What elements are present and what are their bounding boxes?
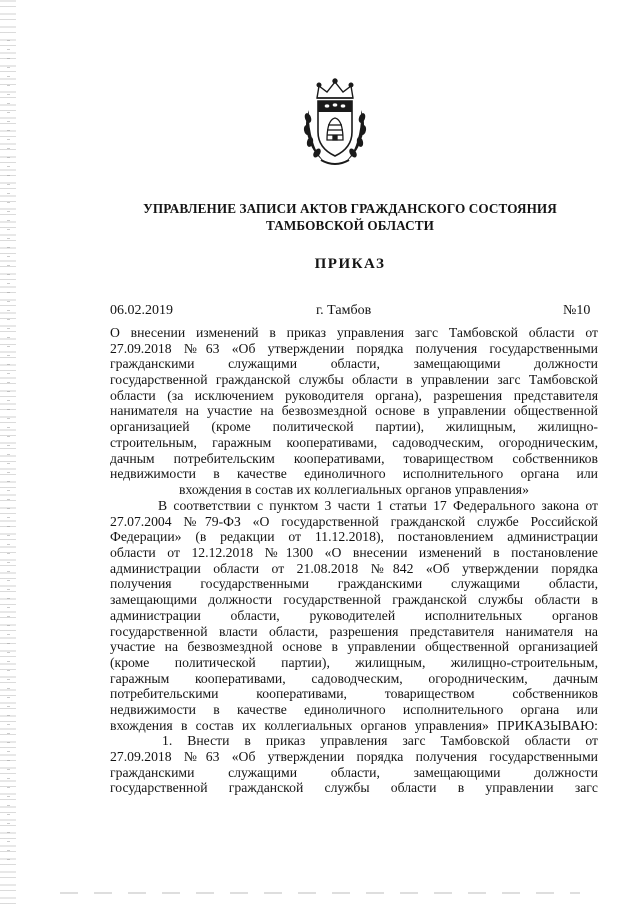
order-body <box>110 498 598 796</box>
scan-edge-artifact-dots <box>7 40 10 860</box>
body-line: участие на безвозмездной основе в управлении общественной организацией <box>110 639 598 655</box>
order-subject <box>110 325 598 498</box>
body-line: 1. Внести в приказ управления загс Тамбовской области от <box>162 733 598 749</box>
body-line: области от 12.12.2018 №1300 «О внесении изменений в постановление <box>110 545 598 561</box>
scan-bottom-artifact <box>60 892 580 894</box>
subject-line: недвижимости в качестве единоличного исполнительного органа или <box>110 466 598 482</box>
document-type-title: ПРИКАЗ <box>314 256 386 272</box>
document-date: 06.02.2019 <box>110 303 173 318</box>
subject-line: области (за исключением руководителя органа), разрешения представителя <box>110 387 598 403</box>
subject-line: дачным потребительским кооперативами, товариществом собственников <box>110 450 598 466</box>
organization-name-line1: УПРАВЛЕНИЕ ЗАПИСИ АКТОВ ГРАЖДАНСКОГО СОСТОЯНИЯ <box>143 201 557 216</box>
subject-line: О внесении изменений в приказ управления загс Тамбовской области от <box>110 325 598 340</box>
body-line: администрации области, руководителей исполнительных органов <box>110 607 598 623</box>
subject-line: гражданскими служащими области, замещающими должности <box>110 356 598 372</box>
body-line: получения государственными гражданскими служащими области, <box>110 576 598 592</box>
document-city: г. Тамбов <box>316 303 372 318</box>
body-line: 27.09.2018 №63 «Об утверждении порядка получения государственными <box>110 749 598 764</box>
body-line: администрации области от 21.08.2018 №842 «Об утверждении порядка <box>110 560 598 576</box>
subject-line: строительным, гаражным кооперативами, садоводческим, огородническим, <box>110 434 598 450</box>
subject-line: нанимателя на участие на безвозмездной основе в управлении общественной <box>110 403 598 419</box>
body-line: потребительскими кооперативами, товариществом собственников <box>110 686 598 702</box>
subject-line: организацией (кроме политической партии), жилищным, жилищно- <box>110 419 598 435</box>
body-line: замещающими должности государственной гражданской службы области в <box>110 592 598 608</box>
subject-line: 27.09.2018 №63 «Об утверждении порядка получения государственными <box>110 340 598 356</box>
tambov-coat-of-arms-icon <box>297 74 373 172</box>
body-line: государственной гражданской службы области в управлении загс <box>110 780 598 796</box>
body-line: 27.07.2004 №79-ФЗ «О государственной гражданской службе Российской <box>110 513 598 529</box>
body-line: В соответствии с пунктом 3 части 1 статьи 17 Федерального закона от <box>158 498 598 513</box>
organization-name-line2: ТАМБОВСКОЙ ОБЛАСТИ <box>265 218 435 233</box>
organization-name <box>110 200 590 234</box>
body-line: Федерации» (в редакции от 11.12.2018), постановлением администрации <box>110 529 598 545</box>
subject-line: государственной гражданской службы области в управлении загс Тамбовской <box>110 372 598 388</box>
body-line: гаражным кооперативами, садоводческим, огородническим, дачным <box>110 670 598 686</box>
body-line: гражданскими служащими области, замещающими должности <box>110 764 598 780</box>
body-line: недвижимости в качестве единоличного исполнительного органа или <box>110 701 598 717</box>
body-line: государственной власти области, разрешения представителя нанимателя на <box>110 623 598 639</box>
subject-line: вхождения в состав их коллегиальных органов управления» <box>179 481 529 497</box>
body-line: вхождения в состав их коллегиальных органов управления» ПРИКАЗЫВАЮ: <box>110 717 598 733</box>
document-number: №10 <box>563 303 591 318</box>
body-line: (кроме политической партии), жилищным, жилищно-строительным, <box>110 654 598 670</box>
